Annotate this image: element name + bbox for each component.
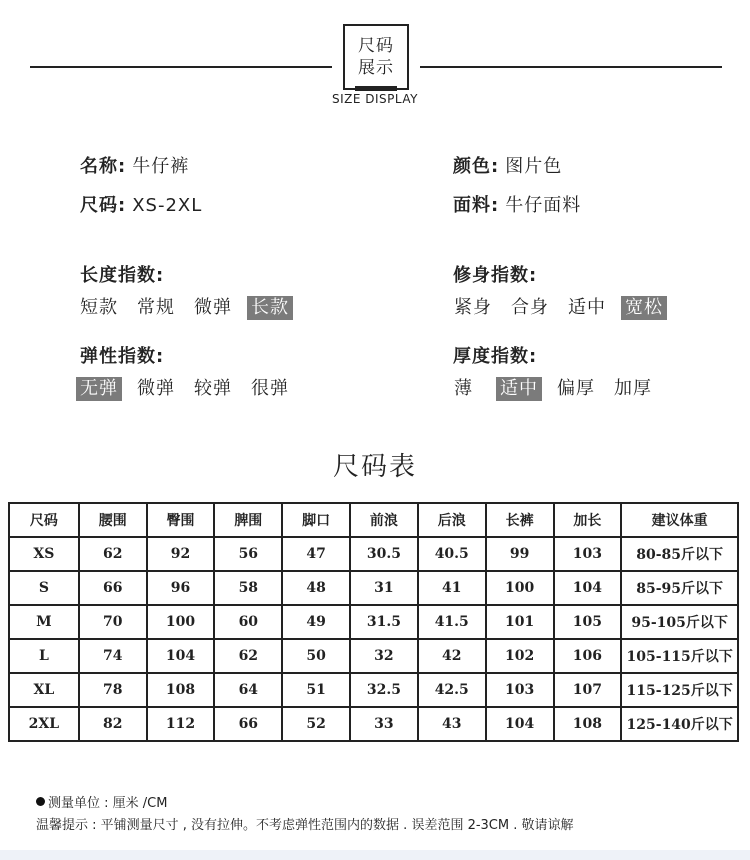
table-cell: 32	[350, 639, 418, 673]
index-option-selected: 适中	[496, 377, 542, 401]
table-row	[9, 707, 738, 741]
size-table	[8, 502, 739, 742]
table-cell: 70	[79, 605, 147, 639]
index-fit-label: 修身指数:	[453, 265, 538, 286]
table-cell: 32.5	[350, 673, 418, 707]
table-cell: 42	[418, 639, 486, 673]
index-elasticity-options	[76, 377, 304, 401]
table-cell: M	[9, 605, 79, 639]
index-option: 微弹	[194, 297, 232, 318]
section-subtitle: SIZE DISPLAY	[332, 92, 418, 106]
bottom-strip	[0, 850, 750, 860]
index-length-options	[76, 296, 304, 320]
table-cell: 100	[486, 571, 554, 605]
table-cell: 101	[486, 605, 554, 639]
size-table-title: 尺码表	[332, 452, 417, 482]
table-cell: XS	[9, 537, 79, 571]
table-cell: 112	[147, 707, 215, 741]
index-thickness-options	[450, 377, 667, 401]
index-option: 适中	[568, 297, 606, 318]
index-option-selected: 长款	[247, 296, 293, 320]
index-option: 常规	[137, 297, 175, 318]
index-option: 微弹	[137, 378, 175, 399]
header-cell: 后浪	[418, 503, 486, 537]
table-cell: 31.5	[350, 605, 418, 639]
header-cell: 臀围	[147, 503, 215, 537]
index-option: 偏厚	[557, 378, 595, 399]
attr-name-label: 名称:	[80, 156, 127, 177]
table-cell: 56	[214, 537, 282, 571]
table-cell: 85-95斤以下	[621, 571, 738, 605]
table-cell: 33	[350, 707, 418, 741]
header-cell: 前浪	[350, 503, 418, 537]
attr-color-value: 图片色	[505, 156, 563, 177]
table-cell: 82	[79, 707, 147, 741]
table-cell: 92	[147, 537, 215, 571]
attr-name	[80, 152, 189, 178]
table-cell: 104	[147, 639, 215, 673]
header-cell: 建议体重	[621, 503, 738, 537]
table-cell: 78	[79, 673, 147, 707]
attr-fabric-value: 牛仔面料	[505, 195, 582, 216]
table-cell: 43	[418, 707, 486, 741]
table-cell: 103	[554, 537, 622, 571]
header-cell: 脾围	[214, 503, 282, 537]
index-option: 很弹	[251, 378, 289, 399]
table-cell: 60	[214, 605, 282, 639]
table-cell: 42.5	[418, 673, 486, 707]
attr-size-label: 尺码:	[80, 195, 127, 216]
table-cell: 105-115斤以下	[621, 639, 738, 673]
header-rule-left	[30, 66, 332, 68]
index-length-label: 长度指数:	[80, 265, 165, 286]
table-cell: 95-105斤以下	[621, 605, 738, 639]
table-cell: 106	[554, 639, 622, 673]
table-cell: 80-85斤以下	[621, 537, 738, 571]
table-row	[9, 571, 738, 605]
table-cell: 62	[79, 537, 147, 571]
table-cell: 66	[214, 707, 282, 741]
table-cell: 41	[418, 571, 486, 605]
warm-tip-note: 温馨提示 : 平铺测量尺寸 , 没有拉伸。不考虑弹性范围内的数据 . 误差范围 2-3CM . 敬请谅解	[36, 818, 574, 833]
table-cell: 49	[282, 605, 350, 639]
table-cell: 102	[486, 639, 554, 673]
table-cell: 108	[554, 707, 622, 741]
table-cell: 103	[486, 673, 554, 707]
table-cell: 41.5	[418, 605, 486, 639]
table-cell: S	[9, 571, 79, 605]
table-cell: 96	[147, 571, 215, 605]
table-cell: 47	[282, 537, 350, 571]
index-option: 短款	[80, 297, 118, 318]
header-cell: 脚口	[282, 503, 350, 537]
table-cell: 30.5	[350, 537, 418, 571]
attr-size	[80, 191, 202, 217]
table-cell: 104	[554, 571, 622, 605]
title-box	[343, 24, 409, 90]
table-cell: 100	[147, 605, 215, 639]
table-cell: 115-125斤以下	[621, 673, 738, 707]
title-line-1: 尺码	[358, 36, 394, 56]
index-option: 加厚	[614, 378, 652, 399]
header-cell: 长裤	[486, 503, 554, 537]
table-cell: 108	[147, 673, 215, 707]
attr-name-value: 牛仔裤	[132, 156, 190, 177]
attr-color	[453, 152, 562, 178]
header-rule-right	[420, 66, 722, 68]
table-row	[9, 639, 738, 673]
table-cell: 99	[486, 537, 554, 571]
header-cell: 尺码	[9, 503, 79, 537]
attr-fabric-label: 面料:	[453, 195, 500, 216]
table-cell: 74	[79, 639, 147, 673]
table-cell: 105	[554, 605, 622, 639]
table-cell: 104	[486, 707, 554, 741]
table-row	[9, 673, 738, 707]
index-thickness-label: 厚度指数:	[453, 346, 538, 367]
table-cell: 62	[214, 639, 282, 673]
attr-fabric	[453, 191, 581, 217]
table-cell: 66	[79, 571, 147, 605]
header-cell: 腰围	[79, 503, 147, 537]
index-option: 较弹	[194, 378, 232, 399]
index-option: 合身	[511, 297, 549, 318]
table-cell: 58	[214, 571, 282, 605]
table-cell: 2XL	[9, 707, 79, 741]
table-cell: 48	[282, 571, 350, 605]
header-cell: 加长	[554, 503, 622, 537]
table-cell: XL	[9, 673, 79, 707]
table-row	[9, 537, 738, 571]
table-cell: 31	[350, 571, 418, 605]
index-option: 紧身	[454, 297, 492, 318]
index-elasticity-label: 弹性指数:	[80, 346, 165, 367]
table-row	[9, 605, 738, 639]
table-cell: 64	[214, 673, 282, 707]
table-cell: 50	[282, 639, 350, 673]
attr-color-label: 颜色:	[453, 156, 500, 177]
table-cell: 40.5	[418, 537, 486, 571]
index-fit-options	[450, 296, 678, 320]
table-cell: 107	[554, 673, 622, 707]
index-option-selected: 宽松	[621, 296, 667, 320]
measure-unit-note: 测量单位 : 厘米 /CM	[36, 792, 167, 811]
table-cell: 51	[282, 673, 350, 707]
table-cell: 125-140斤以下	[621, 707, 738, 741]
table-cell: 52	[282, 707, 350, 741]
title-line-2: 展示	[358, 58, 394, 78]
size-table-header-row	[9, 503, 738, 537]
table-cell: L	[9, 639, 79, 673]
title-underline-bar	[355, 86, 397, 91]
bullet-dot-icon	[36, 797, 45, 806]
index-option: 薄	[454, 378, 473, 399]
attr-size-value: XS-2XL	[132, 195, 203, 216]
index-option-selected: 无弹	[76, 377, 122, 401]
